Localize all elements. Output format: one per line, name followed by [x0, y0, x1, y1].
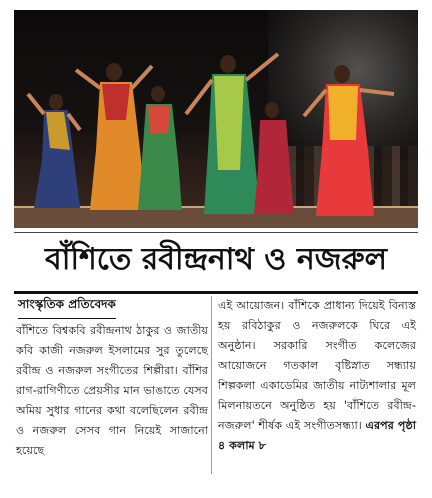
headline-box [14, 232, 418, 294]
dancer-5 [254, 102, 294, 214]
dancer-1 [28, 94, 80, 208]
headline: বাঁশিতে রবীন্দ্রনাথ ও নজরুল [45, 242, 387, 277]
dancers-illustration [14, 10, 418, 228]
continuation-note: এরপর পৃষ্ঠা ৪ কলাম ৮ [218, 419, 416, 452]
article-column-right-text: এই আয়োজন। বাঁশিকে প্রাধান্য দিয়েই বিন্যস্ত হয় রবিঠাকুর ও নজরুলকে ঘিরে এই অনুষ্ঠান। সরকারি সংগীত কলেজের আয়োজনে গতকাল বৃষ্টিস্নাত সন্ধ্যায় শিল্পকলা একাডেমির জাতীয় নাট্যশালার মূল মিলনায়তনে অনুষ্ঠিত হয় 'বাঁশিতে রবীন্দ্র-নজরুল' শীর্ষক এই সংগীতসন্ধ্যা। [218, 299, 416, 432]
column-divider [211, 296, 212, 474]
byline: সাংস্কৃতিক প্রতিবেদক [18, 296, 116, 319]
dance-performance-photo [14, 10, 418, 228]
dancer-6 [304, 65, 394, 216]
article-column-right [218, 296, 416, 456]
article-column-left: বাঁশিতে বিশ্বকবি রবীন্দ্রনাথ ঠাকুর ও জাতীয় কবি কাজী নজরুল ইসলামের সুর তুলেছে রবীন্দ্র ও নজরুল সংগীতের শিল্পীরা। বাঁশির রাগ-রাগিণীতে প্রেয়সীর মান ভাঙাতে যেসব অমিয় সুধার গানের কথা বলেছিলেন রবীন্দ্র ও নজরুল সেসব গান নিয়েই সাজানো হয়েছে [16, 324, 208, 457]
dancer-3 [138, 86, 182, 210]
